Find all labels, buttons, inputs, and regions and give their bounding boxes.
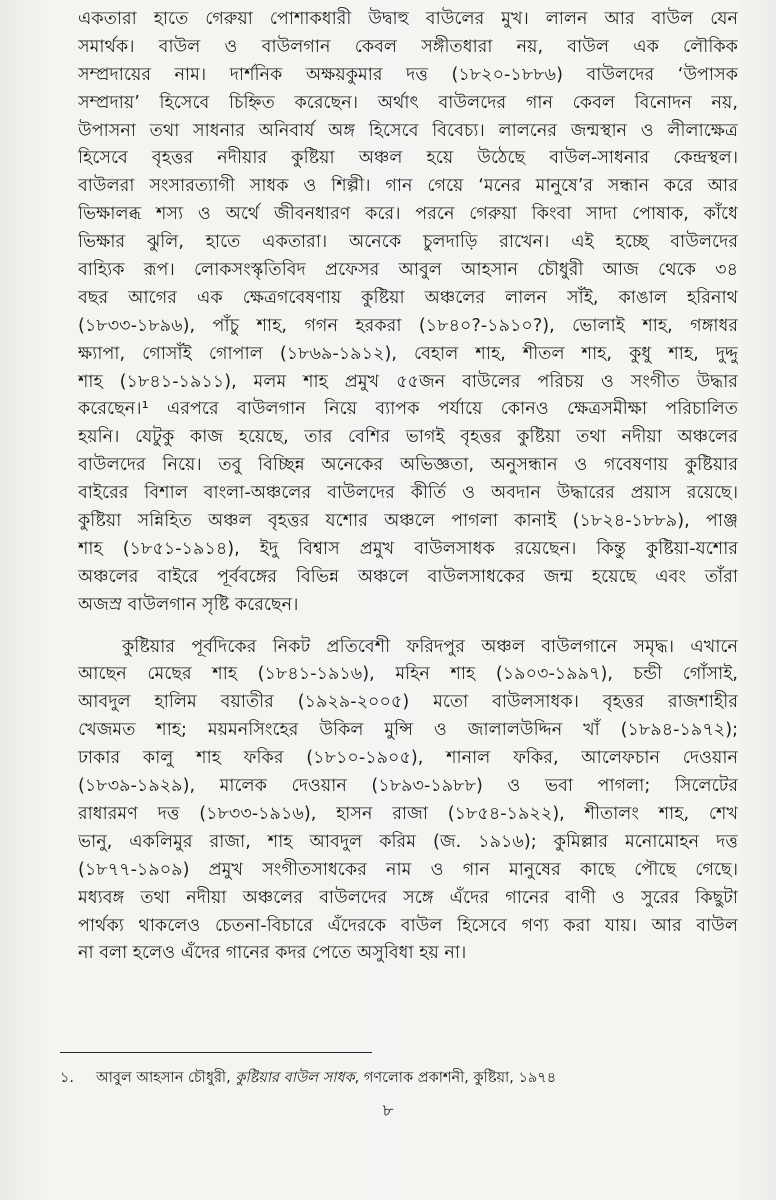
text-line: অঞ্চলের বাইরে পূর্ববঙ্গের বিভিন্ন অঞ্চলে বাউলসাধকের জন্ম হয়েছে এবং তাঁরা [78,566,738,587]
text-line: সম্প্রদায়’ হিসেবে চিহ্নিত করেছেন। অর্থাৎ বাউলদের গান কেবল বিনোদন নয়, [78,92,738,113]
page-number: ৮ [382,1101,394,1121]
paragraph-1 [78,6,738,620]
text-line: কুষ্টিয়া সন্নিহিত অঞ্চল বৃহত্তর যশোর অঞ্চলে পাগলা কানাই (১৮২৪-১৮৮৯), পাঞ্জ [78,511,738,532]
text-line: (১৮৩৯-১৯২৯), মালেক দেওয়ান (১৮৯৩-১৯৮৮) ও ভবা পাগলা; সিলেটের [78,776,738,797]
text-line: (১৮৩৩-১৮৯৬), পাঁচু শাহ, গগন হরকরা (১৮৪০?-১৯১০?), ভোলাই শাহ, গঙ্গাধর [78,315,738,336]
footnote-book-title: কুষ্টিয়ার বাউল সাধক [235,1070,355,1086]
text-line: না বলা হলেও এঁদের গানের কদর পেতে অসুবিধা হয় না। [78,943,467,964]
footnote-divider [60,1052,372,1053]
text-line: শাহ (১৮৪১-১৯১১), মলম শাহ প্রমুখ ৫৫জন বাউলের পরিচয় ও সংগীত উদ্ধার [78,371,738,392]
text-line: বাহ্যিক রূপ। লোকসংস্কৃতিবিদ প্রফেসর আবুল আহসান চৌধুরী আজ থেকে ৩৪ [78,260,738,281]
text-line: আছেন মেছের শাহ (১৮৪১-১৯১৬), মহিন শাহ (১৯০৩-১৯৯৭), চন্ডী গোঁসাই, [78,664,738,685]
text-line: রাধারমণ দত্ত (১৮৩৩-১৯১৬), হাসন রাজা (১৮৫৪-১৯২২), শীতালং শাহ, শেখ [78,803,738,824]
text-line: বাইরের বিশাল বাংলা-অঞ্চলের বাউলদের কীর্তি ও অবদান উদ্ধারের প্রয়াস রয়েছে। [78,483,738,504]
text-line: সম্প্রদায়ের নাম। দার্শনিক অক্ষয়কুমার দত্ত (১৮২০-১৮৮৬) বাউলদের ‘উপাসক [78,64,738,85]
text-line: পার্থক্য থাকলেও চেতনা-বিচারে এঁদেরকে বাউল হিসেবে গণ্য করা যায়। আর বাউল [78,915,738,936]
footnote-number: ১. [60,1070,75,1086]
text-line: সমার্থক। বাউল ও বাউলগান কেবল সঙ্গীতধারা নয়, বাউল এক লৌকিক [78,36,738,57]
text-line: ক্ষ্যাপা, গোসাঁই গোপাল (১৮৬৯-১৯১২), বেহাল শাহ, শীতল শাহ, কুধু শাহ, দুদ্দু [78,343,738,364]
footnote-publication: , গণলোক প্রকাশনী, কুষ্টিয়া, ১৯৭৪ [354,1070,557,1086]
text-line: আবদুল হালিম বয়াতীর (১৯২৯-২০০৫) মতো বাউলসাধক। বৃহত্তর রাজশাহীর [78,692,738,713]
text-line: ভানু, একলিমুর রাজা, শাহ আবদুল করিম (জ. ১৯১৬); কুমিল্লার মনোমোহন দত্ত [78,831,738,852]
text-line: উপাসনা তথা সাধনার অনিবার্য অঙ্গ হিসেবে বিবেচ্য। লালনের জন্মস্থান ও লীলাক্ষেত্র [78,120,738,141]
text-line: কুষ্টিয়ার পূর্বদিকের নিকট প্রতিবেশী ফরিদপুর অঞ্চল বাউলগানে সমৃদ্ধ। এখানে [122,636,738,657]
body-text [78,6,738,968]
text-line: ভিক্ষার ঝুলি, হাতে একতারা। অনেকে চুলদাড়ি রাখেন। এই হচ্ছে বাউলদের [78,232,738,253]
text-line: (১৮৭৭-১৯০৯) প্রমুখ সংগীতসাধকের নাম ও গান মানুষের কাছে পৌছে গেছে। [78,859,738,880]
text-line: বাউলরা সংসারত্যাগী সাধক ও শিল্পী। গান গেয়ে ‘মনের মানুষে’র সন্ধান করে আর [78,176,738,197]
text-line: মধ্যবঙ্গ তথা নদীয়া অঞ্চলের বাউলদের সঙ্গে এঁদের গানের বাণী ও সুরের কিছুটা [78,887,738,908]
text-line: শাহ (১৮৫১-১৯১৪), ইদু বিশ্বাস প্রমুখ বাউলসাধক রয়েছেন। কিন্তু কুষ্টিয়া-যশোর [78,538,738,559]
paragraph-2 [78,634,738,969]
text-line: হয়নি। যেটুকু কাজ হয়েছে, তার বেশির ভাগই বৃহত্তর কুষ্টিয়া তথা নদীয়া অঞ্চলের [78,427,738,448]
footnote-author: আবুল আহসান চৌধুরী, [96,1070,231,1086]
text-line: বাউলদের নিয়ে। তবু বিচ্ছিন্ন অনেকের অভিজ্ঞতা, অনুসন্ধান ও গবেষণায় কুষ্টিয়ার [78,455,738,476]
footnote [60,1068,720,1088]
paragraph-gap [78,620,738,634]
text-line: বছর আগের এক ক্ষেত্রগবেষণায় কুষ্টিয়া অঞ্চলের লালন সাঁই, কাঙাল হরিনাথ [78,287,738,308]
text-line: হিসেবে বৃহত্তর নদীয়ার কুষ্টিয়া অঞ্চল হয়ে উঠেছে বাউল-সাধনার কেন্দ্রস্থল। [78,148,738,169]
text-line: অজস্র বাউলগান সৃষ্টি করেছেন। [78,594,299,615]
text-line: একতারা হাতে গেরুয়া পোশাকধারী উদ্বাহু বাউলের মুখ। লালন আর বাউল যেন [78,9,738,29]
text-line: ভিক্ষালব্ধ শস্য ও অর্থে জীবনধারণ করে। পরনে গেরুয়া কিংবা সাদা পোষাক, কাঁধে [78,204,738,225]
text-line: করেছেন।¹ এরপরে বাউলগান নিয়ে ব্যাপক পর্যায়ে কোনও ক্ষেত্রসমীক্ষা পরিচালিত [78,399,738,420]
text-line: খেজমত শাহ; ময়মনসিংহের উকিল মুন্সি ও জালালউদ্দিন খাঁ (১৮৯৪-১৯৭২); [78,720,738,741]
text-line: ঢাকার কালু শাহ ফকির (১৮১০-১৯০৫), শানাল ফকির, আলেফচান দেওয়ান [78,748,738,769]
